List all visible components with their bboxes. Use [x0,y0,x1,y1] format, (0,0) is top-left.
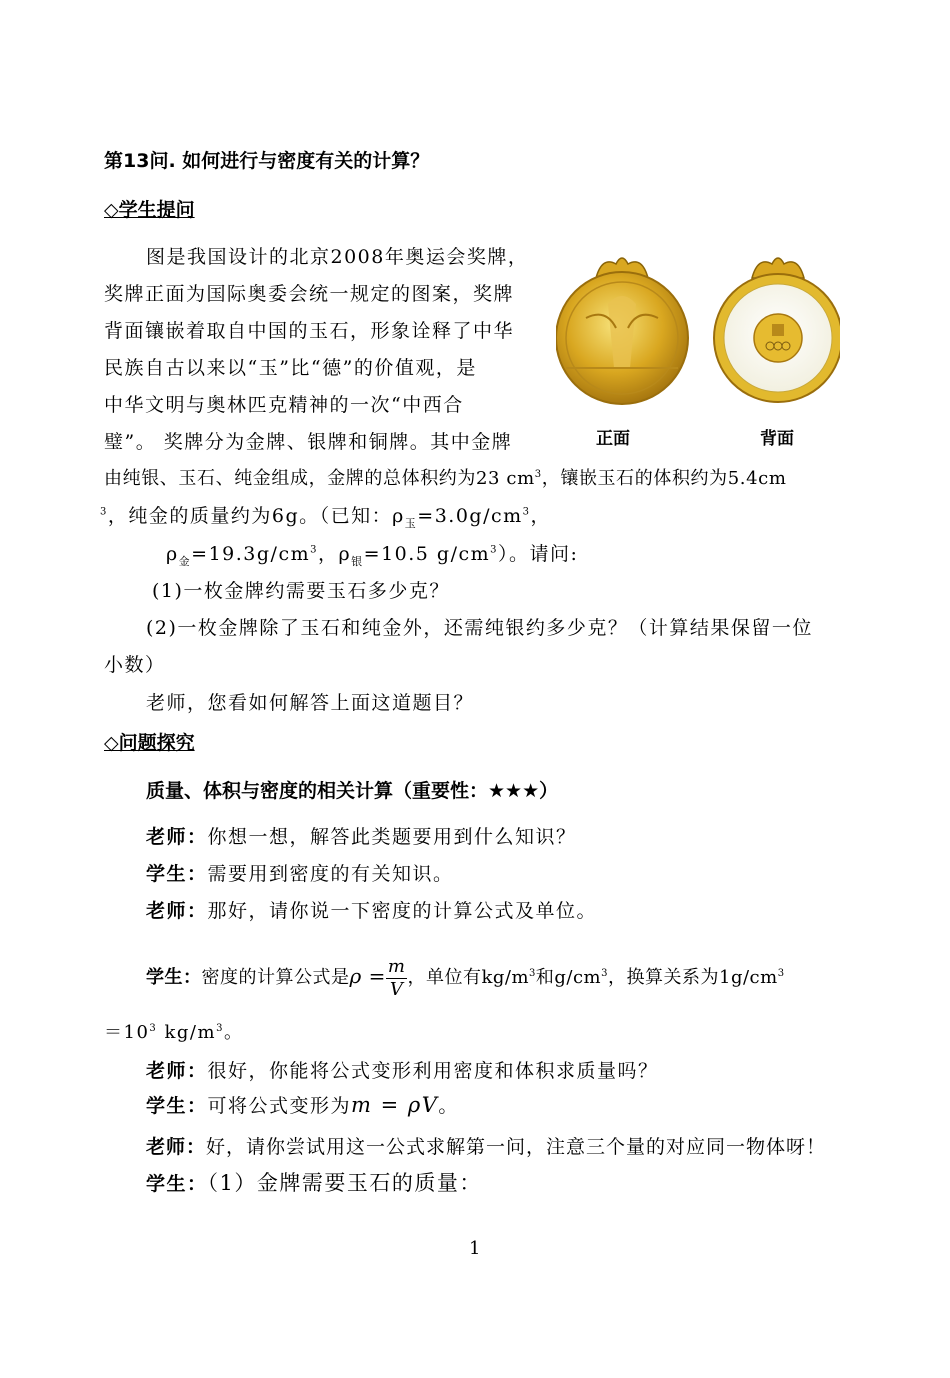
dialogue-4-text-g: 。 [223,1022,244,1043]
speaker-teacher: 老师： [146,1136,207,1158]
rho-sub-silver: 银 [351,554,364,568]
sup-cm3-e: 3 [490,544,499,556]
section-heading-text-2: ◇问题探究 [104,732,195,754]
page-number: 1 [469,1238,481,1259]
dialogue-4-text-c: 和g/cm [535,967,602,988]
rho-silver: ，ρ [318,543,352,565]
section-heading-text: ◇学生提问 [104,199,195,221]
speaker-student: 学生： [146,1173,208,1195]
dialogue-6-text: 可将公式变形为 [207,1095,352,1117]
question-2-cont: 小数） [104,654,166,676]
para-line-6: 璧”。 奖牌分为金牌、银牌和铜牌。其中金牌 [104,431,513,453]
rho-gold: ρ [166,543,179,565]
dialogue-1-text: 你想一想，解答此类题要用到什么知识？ [207,826,577,848]
para-line-9 [166,541,578,567]
para-line-8b: =3.0g/cm [417,505,523,527]
section-heading-exploration [104,728,195,755]
dialogue-4-text-d: ，换算关系为1g/cm [608,967,778,988]
medal-back [714,258,840,402]
caption-front: 正面 [596,429,630,449]
comma: ， [530,505,552,527]
dialogue-8 [146,1170,482,1197]
para-line-8 [100,503,551,529]
para-line-2: 奖牌正面为国际奥委会统一规定的图案，奖牌 [104,283,515,305]
question-prompt: ）。请问: [498,543,579,565]
dialogue-5-text: 很好，你能将公式变形利用密度和体积求质量吗？ [207,1060,659,1082]
formula-m-rho-v: m = ρV [351,1093,439,1117]
dialogue-3-text: 那好，请你说一下密度的计算公式及单位。 [207,900,598,922]
speaker-teacher: 老师： [146,900,208,922]
sup-cm3-g: 3 [777,968,785,979]
dialogue-4 [146,948,785,1006]
dialogue-6 [146,1092,459,1119]
section-heading-student-question [104,195,195,222]
dialogue-4-text-b: ，单位有kg/m [407,967,530,988]
dialogue-5 [146,1058,659,1084]
dialogue-1 [146,824,577,850]
question-2: (2)一枚金牌除了玉石和纯金外，还需纯银约多少克？（计算结果保留一位 [146,617,813,639]
formula-fraction [386,956,408,1001]
para-line-3: 背面镶嵌着取自中国的玉石，形象诠释了中华 [104,320,515,342]
sup-cm3-a: 3 [534,469,542,480]
dialogue-7-text: 好，请你尝试用这一公式求解第一问，注意三个量的对应同一物体呀！ [206,1136,827,1158]
fraction-denominator: V [389,978,404,1000]
rho-sub-gold: 金 [178,554,192,568]
sup-exp-3: 3 [149,1023,158,1034]
fraction-numerator: m [387,955,406,977]
para-line-7 [104,466,787,492]
dialogue-6-end: 。 [438,1095,459,1117]
dialogue-3 [146,898,597,924]
sup-cm3-c: 3 [522,506,531,518]
dialogue-8-text: （1）金牌需要玉石的质量： [207,1171,482,1195]
silver-density: =10.5 g/cm [363,543,491,565]
dialogue-2-text: 需要用到密度的有关知识。 [207,863,454,885]
para-line-4: 民族自古以来以“玉”比“德”的价值观，是 [104,357,477,379]
dialogue-4-text-a: 密度的计算公式是 [201,967,350,988]
speaker-student: 学生： [146,863,208,885]
para-line-1: 图是我国设计的北京2008年奥运会奖牌， [146,246,529,268]
speaker-teacher: 老师： [146,826,208,848]
page-title: 第13问. 如何进行与密度有关的计算？ [104,150,430,172]
dialogue-2 [146,861,454,887]
sup-m3-b: 3 [216,1023,224,1034]
dialogue-4-cont [104,1020,243,1046]
olympic-medal-image [556,248,840,444]
sup-m3-a: 3 [529,968,536,979]
speaker-teacher: 老师： [146,1060,208,1082]
para-line-7a: 由纯银、玉石、纯金组成，金牌的总体积约为23 cm [104,468,535,489]
rho-sub-jade: 玉 [404,516,418,530]
dialogue-7 [146,1134,826,1160]
formula-rho: ρ = [349,964,386,988]
speaker-student: 学生： [146,1095,208,1117]
para-line-8a: ，纯金的质量约为6g。（已知：ρ [107,505,405,527]
question-1: (1)一枚金牌约需要玉石多少克？ [152,580,450,602]
medal-front [556,258,688,404]
dialogue-4-text-e: ＝10 [104,1022,150,1043]
sup-cm3-b: 3 [100,506,108,518]
topic-heading: 质量、体积与密度的相关计算（重要性：★★★） [146,780,559,802]
speaker-student: 学生： [146,967,202,988]
para-line-7b: ，镶嵌玉石的体积约为5.4cm [541,468,787,489]
para-line-5: 中华文明与奥林匹克精神的一次“中西合 [104,394,464,416]
gold-density: =19.3g/cm [191,543,311,565]
caption-back: 背面 [760,429,794,449]
sup-cm3-f: 3 [601,968,609,979]
dialogue-4-text-f: kg/m [157,1022,217,1043]
ask-teacher: 老师，您看如何解答上面这道题目？ [146,692,475,714]
sup-cm3-d: 3 [310,544,318,556]
